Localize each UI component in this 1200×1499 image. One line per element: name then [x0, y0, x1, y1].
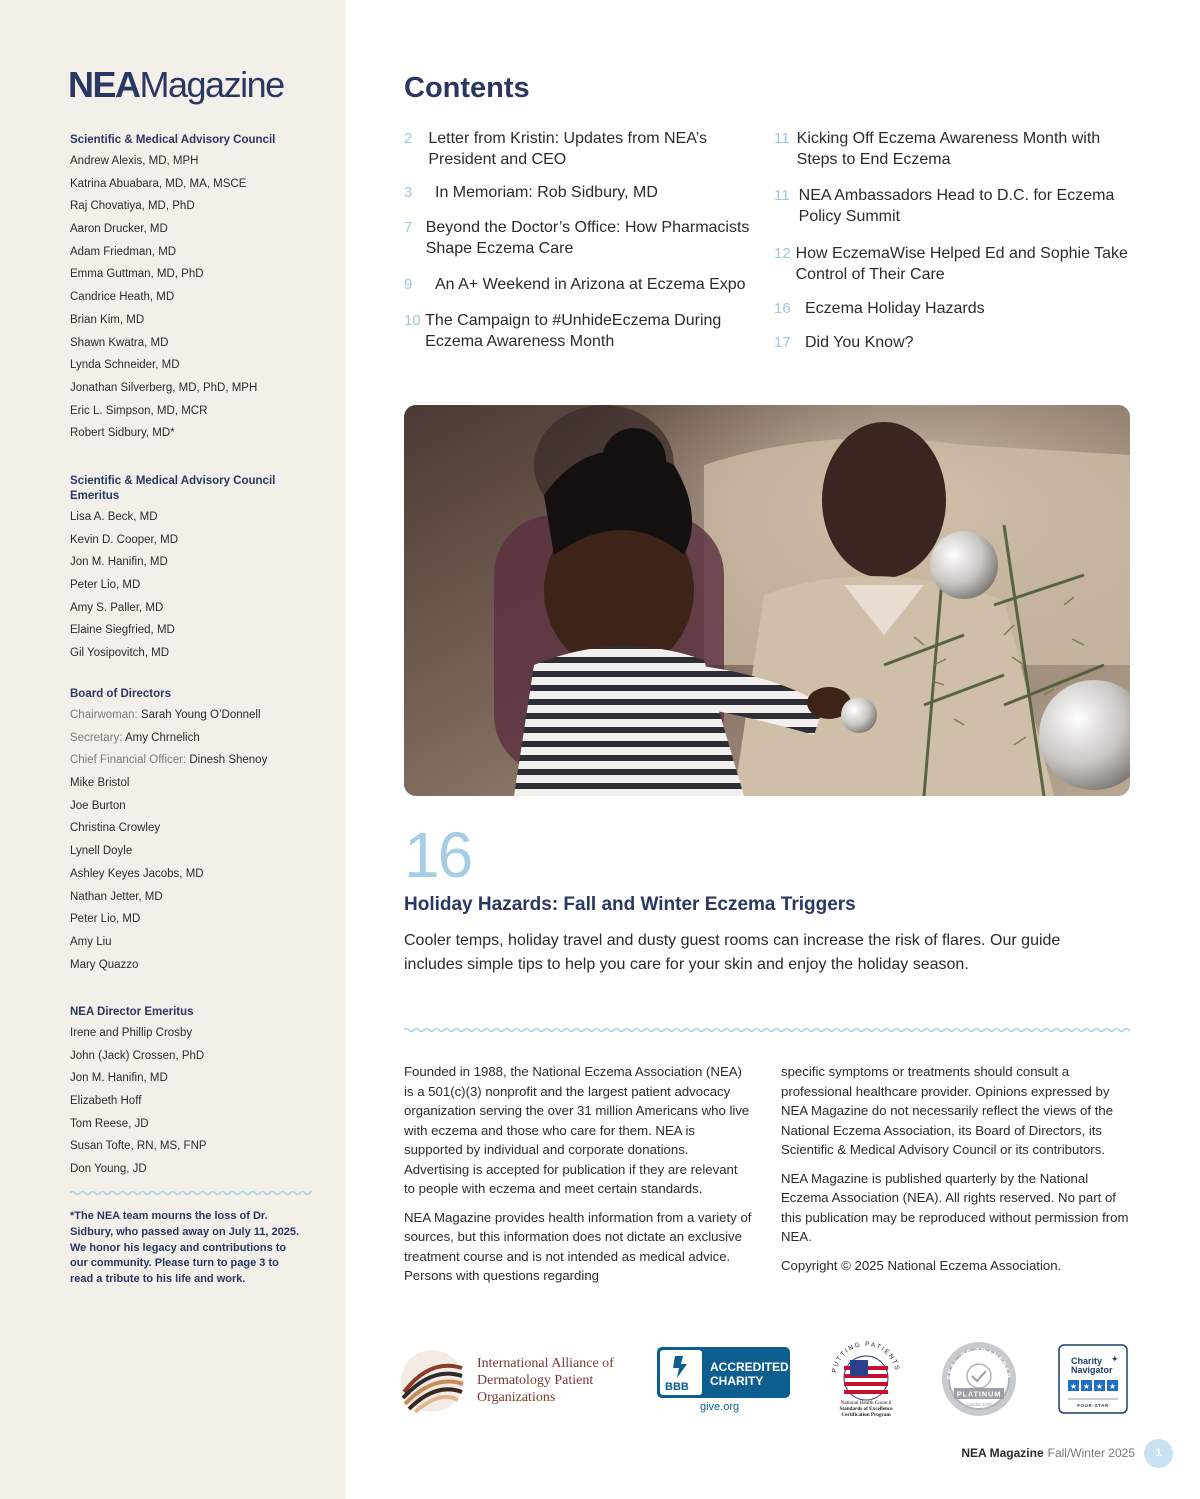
- about-text-left: [404, 1062, 752, 1295]
- member-name: Amy Chrnelich: [124, 731, 200, 744]
- svg-text:★: ★: [1095, 1382, 1104, 1391]
- list-item: Lynell Doyle: [70, 845, 133, 858]
- member-name: Dinesh Shenoy: [189, 754, 268, 767]
- list-item: Candrice Heath, MD: [70, 291, 175, 304]
- footer-magazine: NEA Magazine: [961, 1446, 1044, 1460]
- contents-title: Contents: [404, 72, 530, 104]
- feature-description: Cooler temps, holiday travel and dusty guest rooms can increase the risk of flares. Our guide includes simple tips to help you care for your skin and enjoy the holiday season.: [404, 932, 1061, 973]
- list-item: Andrew Alexis, MD, MPH: [70, 155, 199, 167]
- masthead-logo: NEAMagazine: [68, 64, 284, 105]
- bbb-line-1: ACCREDITED: [710, 1360, 789, 1374]
- board-section: [70, 687, 310, 980]
- wave-divider: [70, 1188, 312, 1198]
- toc-title: Did You Know?: [805, 334, 914, 351]
- list-item: Kevin D. Cooper, MD: [70, 533, 179, 546]
- toc-entry[interactable]: [774, 332, 1134, 353]
- toc-title: The Campaign to #UnhideEczema During Eczema Awareness Month: [425, 312, 722, 350]
- toc-entry[interactable]: [404, 182, 759, 203]
- svg-text:★: ★: [1069, 1382, 1078, 1391]
- list-item: Lynda Schneider, MD: [70, 359, 180, 372]
- list-item: Nathan Jetter, MD: [70, 890, 163, 903]
- member-name: Sarah Young O’Donnell: [140, 709, 261, 721]
- list-item: Amy Liu: [70, 935, 112, 948]
- board-list: [70, 708, 310, 980]
- list-item: Jon M. Hanifin, MD: [70, 556, 168, 569]
- list-item: [70, 753, 310, 776]
- section-heading: Scientific & Medical Advisory Council Emeritus: [70, 475, 276, 502]
- toc-title: Beyond the Doctor’s Office: How Pharmacists Shape Eczema Care: [425, 219, 750, 257]
- paragraph: Founded in 1988, the National Eczema Association (NEA) is a 501(c)(3) nonprofit and the largest patient advocacy organization serving the over 31 million Americans who live with eczema and those who care for them. NEA is supported by individual and corporate donations. Advertising is accepted for publication if they are relevant to people with eczema and meet certain standards.: [404, 1064, 750, 1196]
- list-item: Eric L. Simpson, MD, MCR: [70, 404, 208, 417]
- list-item: Gil Yosipovitch, MD: [70, 647, 170, 660]
- toc-entry[interactable]: [774, 298, 1134, 319]
- list-item: Shawn Kwatra, MD: [70, 336, 169, 349]
- seal-arc-text: PUTTING PATIENTS: [831, 1340, 901, 1374]
- svg-text:✦: ✦: [1111, 1355, 1119, 1365]
- list-item: Irene and Phillip Crosby: [70, 1027, 193, 1039]
- svg-text:★: ★: [1082, 1382, 1091, 1391]
- toc-page-number: 3: [404, 184, 413, 201]
- feature-title: Holiday Hazards: Fall and Winter Eczema Triggers: [404, 894, 856, 915]
- paragraph: Copyright © 2025 National Eczema Association.: [781, 1257, 1062, 1273]
- toc-title: In Memoriam: Rob Sidbury, MD: [435, 184, 658, 201]
- director-emeritus-list: [70, 1026, 310, 1185]
- toc-title: Kicking Off Eczema Awareness Month with Steps to End Eczema: [796, 130, 1101, 168]
- role-label: Secretary:: [70, 731, 123, 744]
- advisory-emeritus-list: [70, 510, 310, 669]
- list-item: [70, 731, 310, 754]
- list-item: [70, 708, 310, 731]
- list-item: Amy S. Paller, MD: [70, 601, 164, 614]
- memorial-note: *The NEA team mourns the loss of Dr. Sidbury, who passed away on July 11, 2025. We honor his legacy and contributions to our community. Please turn to page 3 to read a tribute to his life and work.: [70, 1210, 300, 1286]
- advisory-council-section: [70, 133, 310, 449]
- list-item: Katrina Abuabara, MD, MA, MSCE: [70, 177, 247, 190]
- page-number: 1: [1144, 1439, 1173, 1468]
- feature-page-number: 16: [404, 819, 472, 891]
- list-item: Don Young, JD: [70, 1163, 147, 1176]
- iadpo-logo: [400, 1348, 625, 1419]
- iadpo-line-1: International Alliance of: [477, 1356, 614, 1371]
- list-item: Emma Guttman, MD, PhD: [70, 268, 204, 281]
- bbb-line-2: CHARITY: [710, 1374, 764, 1388]
- bbb-url: give.org: [700, 1401, 740, 1413]
- list-item: Jonathan Silverberg, MD, PhD, MPH: [70, 381, 258, 394]
- sidebar: [0, 0, 345, 1499]
- toc-page-number: 10: [404, 312, 421, 329]
- toc-page-number: 11: [774, 187, 790, 204]
- section-heading: NEA Director Emeritus: [70, 1006, 194, 1018]
- list-item: Peter Lio, MD: [70, 913, 141, 926]
- list-item: Joe Burton: [70, 799, 126, 812]
- iadpo-line-3: Organizations: [477, 1390, 556, 1405]
- section-heading: Board of Directors: [70, 688, 171, 700]
- list-item: Mike Bristol: [70, 777, 130, 790]
- toc-entry[interactable]: [404, 274, 759, 295]
- role-label: Chairwoman:: [70, 709, 138, 721]
- list-item: Ashley Keyes Jacobs, MD: [70, 867, 204, 880]
- list-item: Robert Sidbury, MD*: [70, 427, 175, 440]
- paragraph: specific symptoms or treatments should consult a professional healthcare provider. Opinions expressed by NEA Magazine do not necessarily reflect the views of the National Eczema Association, its Board of Directors, its Scientific & Medical Advisory Council or its contributors.: [781, 1064, 1114, 1157]
- toc-title: Eczema Holiday Hazards: [805, 300, 985, 317]
- list-item: Brian Kim, MD: [70, 313, 145, 326]
- putting-patients-first-seal: [828, 1338, 904, 1425]
- toc-entry[interactable]: [404, 217, 759, 259]
- toc-page-number: 16: [774, 300, 791, 317]
- seal-year: Candid 2025: [966, 1402, 992, 1407]
- candid-platinum-seal: [940, 1340, 1018, 1423]
- seal-level: PLATINUM: [956, 1389, 1002, 1399]
- list-item: John (Jack) Crossen, PhD: [70, 1049, 205, 1062]
- toc-title: Letter from Kristin: Updates from NEA’s President and CEO: [428, 130, 707, 168]
- cn-rating: FOUR-STAR: [1077, 1403, 1109, 1408]
- toc-title: An A+ Weekend in Arizona at Eczema Expo: [435, 276, 746, 293]
- list-item: Peter Lio, MD: [70, 579, 141, 592]
- list-item: Susan Tofte, RN, MS, FNP: [70, 1140, 207, 1153]
- list-item: Jon M. Hanifin, MD: [70, 1072, 168, 1085]
- toc-page-number: 12: [774, 245, 791, 262]
- svg-text:★: ★: [1108, 1382, 1117, 1391]
- wave-divider: [404, 1025, 1130, 1035]
- toc-entry[interactable]: [774, 128, 1134, 170]
- section-heading: Scientific & Medical Advisory Council: [70, 134, 276, 146]
- list-item: Aaron Drucker, MD: [70, 223, 168, 236]
- list-item: Raj Chovatiya, MD, PhD: [70, 200, 195, 213]
- director-emeritus-section: [70, 1005, 310, 1185]
- charity-navigator-logo: [1058, 1344, 1128, 1419]
- feature-photo: [404, 405, 1130, 796]
- about-text-right: [781, 1062, 1129, 1284]
- role-label: Chief Financial Officer:: [70, 754, 187, 767]
- list-item: Elizabeth Hoff: [70, 1095, 142, 1108]
- footer-issue: Fall/Winter 2025: [1047, 1446, 1135, 1460]
- cn-line-2: Navigator: [1071, 1365, 1113, 1375]
- toc-page-number: 9: [404, 276, 413, 293]
- bbb-mark: BBB: [665, 1381, 689, 1393]
- seal-line-2: Standards of Excellence: [839, 1406, 893, 1412]
- list-item: Mary Quazzo: [70, 958, 139, 971]
- list-item: Christina Crowley: [70, 822, 161, 835]
- list-item: Tom Reese, JD: [70, 1117, 149, 1130]
- seal-arc-text: SEAL OF TRANSPAR: [946, 1347, 1012, 1381]
- bbb-accredited-logo: [657, 1346, 791, 1421]
- advisory-emeritus-section: [70, 474, 310, 669]
- toc-page-number: 7: [404, 219, 413, 236]
- iadpo-line-2: Dermatology Patient: [477, 1373, 594, 1388]
- toc-entry[interactable]: [774, 243, 1134, 285]
- list-item: Lisa A. Beck, MD: [70, 511, 158, 523]
- toc-entry[interactable]: [774, 185, 1134, 227]
- toc-page-number: 2: [404, 130, 413, 147]
- list-item: Elaine Siegfried, MD: [70, 624, 175, 637]
- paragraph: NEA Magazine is published quarterly by the National Eczema Association (NEA). All rights reserved. No part of this publication may be reproduced without permission from NEA.: [781, 1170, 1129, 1244]
- toc-entry[interactable]: [404, 310, 759, 352]
- toc-entry[interactable]: [404, 128, 759, 170]
- toc-page-number: 17: [774, 334, 791, 351]
- list-item: Adam Friedman, MD: [70, 245, 177, 258]
- cn-line-1: Charity: [1071, 1356, 1103, 1366]
- toc-page-number: 11: [774, 130, 790, 147]
- page-footer: [961, 1446, 1135, 1460]
- toc-title: How EczemaWise Helped Ed and Sophie Take Control of Their Care: [795, 245, 1128, 283]
- advisory-council-list: [70, 154, 310, 449]
- seal-line-1: National Health Council: [840, 1400, 892, 1406]
- toc-title: NEA Ambassadors Head to D.C. for Eczema Policy Summit: [798, 187, 1115, 225]
- paragraph: NEA Magazine provides health information from a variety of sources, but this information does not dictate an exclusive treatment course and is not intended as medical advice. Persons with questions regarding: [404, 1209, 752, 1283]
- seal-line-3: Certification Program: [841, 1412, 891, 1418]
